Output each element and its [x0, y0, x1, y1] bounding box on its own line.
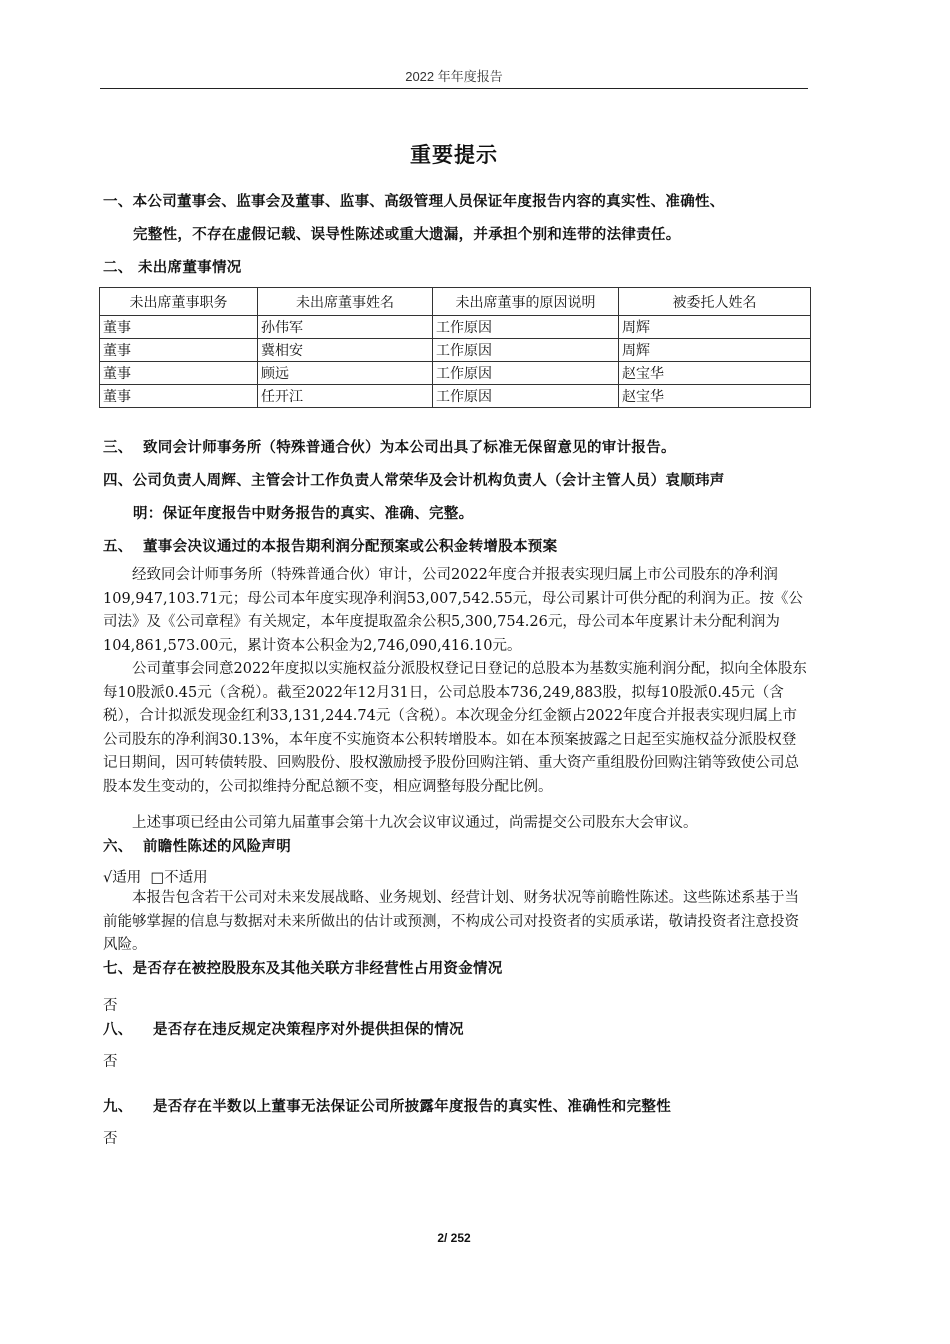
cell-name: 顾远: [258, 362, 433, 385]
cell-reason: 工作原因: [433, 385, 619, 408]
section-8-heading: [103, 1018, 464, 1039]
section-1-number: 一、: [103, 194, 133, 210]
section-5-number: 五、: [103, 539, 133, 555]
col-header-reason: 未出席董事的原因说明: [433, 288, 619, 316]
profit-paragraph-1: 经致同会计师事务所（特殊普通合伙）审计，公司2022年度合并报表实现归属上市公司股东的净利润109,947,103.71元；母公司本年度实现净利润53,007,542.55元，母公司累计可供分配的利润为正。按《公司法》及《公司章程》有关规定，本年度提取盈余公积5,300,754.26元，母公司本年度累计未分配利润为104,861,573.00元，累计资本公积金为2,746,090,416.10元。: [103, 567, 803, 654]
section-4-line-1: [103, 469, 725, 490]
cell-proxy: 赵宝华: [619, 385, 811, 408]
col-header-proxy: 被委托人姓名: [619, 288, 811, 316]
table-row: [100, 316, 811, 339]
section-1-text: 本公司董事会、监事会及董事、监事、高级管理人员保证年度报告内容的真实性、准确性、: [132, 194, 725, 210]
section-1-line-1: [103, 190, 725, 211]
section-3-text: 致同会计师事务所（特殊普通合伙）为本公司出具了标准无保留意见的审计报告。: [143, 440, 676, 456]
cell-position: 董事: [100, 362, 258, 385]
cell-position: 董事: [100, 316, 258, 339]
section-5-text: 董事会决议通过的本报告期利润分配预案或公积金转增股本预案: [143, 539, 558, 555]
section-6-number: 六、: [103, 839, 133, 855]
cell-name: 任开江: [258, 385, 433, 408]
section-4-line-2: 明：保证年度报告中财务报告的真实、准确、完整。: [133, 506, 474, 522]
cell-proxy: 赵宝华: [619, 362, 811, 385]
cell-reason: 工作原因: [433, 339, 619, 362]
section-7-heading: 七、是否存在被控股股东及其他关联方非经营性占用资金情况: [103, 961, 503, 977]
risk-statement: 本报告包含若干公司对未来发展战略、业务规划、经营计划、财务状况等前瞻性陈述。这些陈述系基于当前能够掌握的信息与数据对未来所做出的估计或预测，不构成公司对投资者的实质承诺，敬请投资者注意投资风险。: [103, 890, 799, 953]
absent-directors-table: [99, 287, 811, 408]
section-6-heading: [103, 835, 291, 856]
cell-position: 董事: [100, 339, 258, 362]
col-header-position: 未出席董事职务: [100, 288, 258, 316]
cell-name: 冀相安: [258, 339, 433, 362]
table-row: [100, 362, 811, 385]
section-9-number: 九、: [103, 1099, 133, 1115]
col-header-name: 未出席董事姓名: [258, 288, 433, 316]
section-4-number: 四、: [103, 473, 133, 489]
section-9-heading: [103, 1095, 671, 1116]
section-5-heading: [103, 535, 557, 556]
cell-position: 董事: [100, 385, 258, 408]
not-applicable-checkbox: □不适用: [150, 870, 208, 886]
applicability-options: [103, 866, 208, 887]
cell-name: 孙伟军: [258, 316, 433, 339]
page-number: 2/ 252: [437, 1231, 471, 1245]
section-8-text: 是否存在违反规定决策程序对外提供担保的情况: [153, 1022, 464, 1038]
section-3: [103, 436, 676, 457]
section-8-number: 八、: [103, 1022, 133, 1038]
section-7-answer: 否: [103, 998, 118, 1014]
cell-reason: 工作原因: [433, 362, 619, 385]
header-divider: [100, 88, 808, 89]
section-4-text: 公司负责人周辉、主管会计工作负责人常荣华及会计机构负责人（会计主管人员）袁顺玮声: [132, 473, 725, 489]
profit-paragraph-2: 公司董事会同意2022年度拟以实施权益分派股权登记日登记的总股本为基数实施利润分配，拟向全体股东每10股派0.45元（含税）。截至2022年12月31日，公司总股本736,249,883股，拟每10股派0.45元（含税），合计拟派发现金红利33,131,244.74元（含税）。本次现金分红金额占2022年度合并报表实现归属上市公司股东的净利润30.13%，本年度不实施资本公积转增股本。如在本预案披露之日起至实施权益分派股权登记日期间，因可转债转股、回购股份、股权激励授予股份回购注销、重大资产重组股份回购注销等致使公司总股本发生变动的，公司拟维持分配总额不变，相应调整每股分配比例。: [103, 661, 807, 795]
section-8-answer: 否: [103, 1054, 118, 1070]
cell-proxy: 周辉: [619, 339, 811, 362]
table-header-row: [100, 288, 811, 316]
section-2-heading: 二、 未出席董事情况: [103, 260, 242, 276]
section-3-number: 三、: [103, 440, 133, 456]
section-9-text: 是否存在半数以上董事无法保证公司所披露年度报告的真实性、准确性和完整性: [153, 1099, 671, 1115]
table-row: [100, 385, 811, 408]
section-9-answer: 否: [103, 1131, 118, 1147]
page-title: 重要提示: [410, 143, 498, 167]
section-6-text: 前瞻性陈述的风险声明: [143, 839, 291, 855]
page-header-title: 2022 年年度报告: [405, 69, 503, 84]
section-1-line-2: 完整性，不存在虚假记载、误导性陈述或重大遗漏，并承担个别和连带的法律责任。: [133, 227, 681, 243]
table-row: [100, 339, 811, 362]
applicable-checkbox: √适用: [103, 870, 142, 886]
cell-reason: 工作原因: [433, 316, 619, 339]
cell-proxy: 周辉: [619, 316, 811, 339]
profit-paragraph-3: 上述事项已经由公司第九届董事会第十九次会议审议通过，尚需提交公司股东大会审议。: [103, 815, 698, 831]
